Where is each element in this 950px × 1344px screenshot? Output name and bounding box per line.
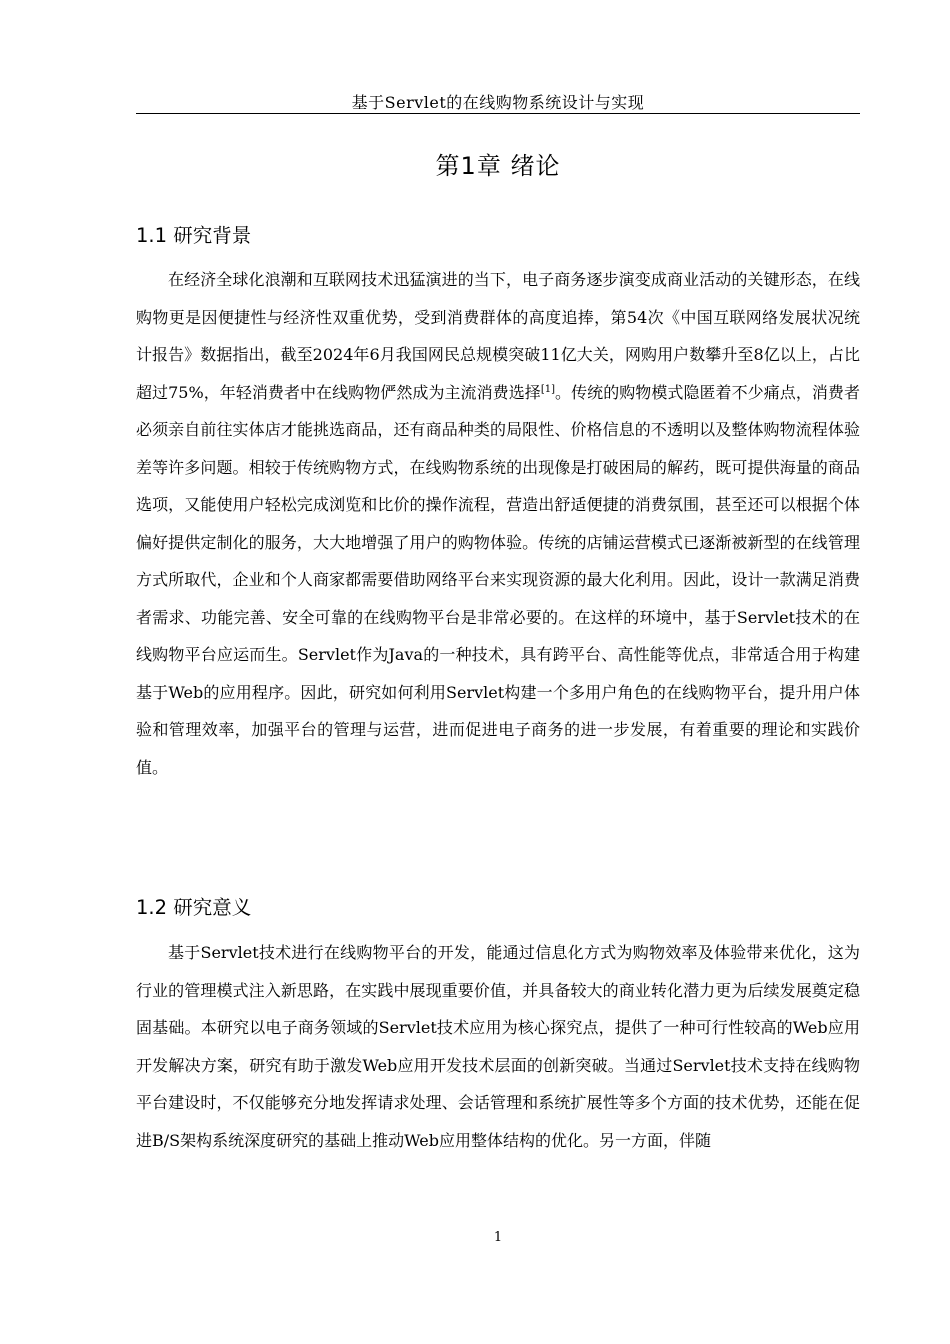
- section-heading-1-1: 1.1 研究背景: [136, 224, 252, 247]
- paragraph-text: 在经济全球化浪潮和互联网技术迅猛演进的当下，电子商务逐步演变成商业活动的关键形态，在线购物更是因便捷性与经济性双重优势，受到消费群体的高度追捧，第54次《中国互联网络发展状况统计报告》数据指出，截至2024年6月我国网民总规模突破11亿大关，网购用户数攀升至8亿以上，占比超过75%，年轻消费者中在线购物俨然成为主流消费选择: [136, 270, 860, 402]
- page-number: 1: [493, 1230, 503, 1245]
- section-1-2-paragraph: 基于Servlet技术进行在线购物平台的开发，能通过信息化方式为购物效率及体验带来优化，这为行业的管理模式注入新思路，在实践中展现重要价值，并具备较大的商业转化潜力更为后续发展奠定稳固基础。本研究以电子商务领域的Servlet技术应用为核心探究点，提供了一种可行性较高的Web应用开发解决方案，研究有助于激发Web应用开发技术层面的创新突破。当通过Servlet技术支持在线购物平台建设时，不仅能够充分地发挥请求处理、会话管理和系统扩展性等多个方面的技术优势，还能在促进B/S架构系统深度研究的基础上推动Web应用整体结构的优化。另一方面，伴随: [136, 943, 860, 1150]
- running-header: 基于Servlet的在线购物系统设计与实现: [351, 93, 645, 112]
- section-1-1-paragraph: [136, 261, 860, 786]
- chapter-title: 第1章 绪论: [435, 152, 561, 180]
- citation-mark: [1]: [540, 383, 555, 395]
- header-rule: [136, 113, 860, 114]
- section-heading-1-2: 1.2 研究意义: [136, 896, 252, 919]
- paragraph-text: 。传统的购物模式隐匿着不少痛点，消费者必须亲自前往实体店才能挑选商品，还有商品种类的局限性、价格信息的不透明以及整体购物流程体验差等许多问题。相较于传统购物方式，在线购物系统的出现像是打破困局的解药，既可提供海量的商品选项，又能使用户轻松完成浏览和比价的操作流程，营造出舒适便捷的消费氛围，甚至还可以根据个体偏好提供定制化的服务，大大地增强了用户的购物体验。传统的店铺运营模式已逐渐被新型的在线管理方式所取代，企业和个人商家都需要借助网络平台来实现资源的最大化利用。因此，设计一款满足消费者需求、功能完善、安全可靠的在线购物平台是非常必要的。在这样的环境中，基于Servlet技术的在线购物平台应运而生。Servlet作为Java的一种技术，具有跨平台、高性能等优点，非常适合用于构建基于Web的应用程序。因此，研究如何利用Servlet构建一个多用户角色的在线购物平台，提升用户体验和管理效率，加强平台的管理与运营，进而促进电子商务的进一步发展，有着重要的理论和实践价值。: [136, 382, 860, 777]
